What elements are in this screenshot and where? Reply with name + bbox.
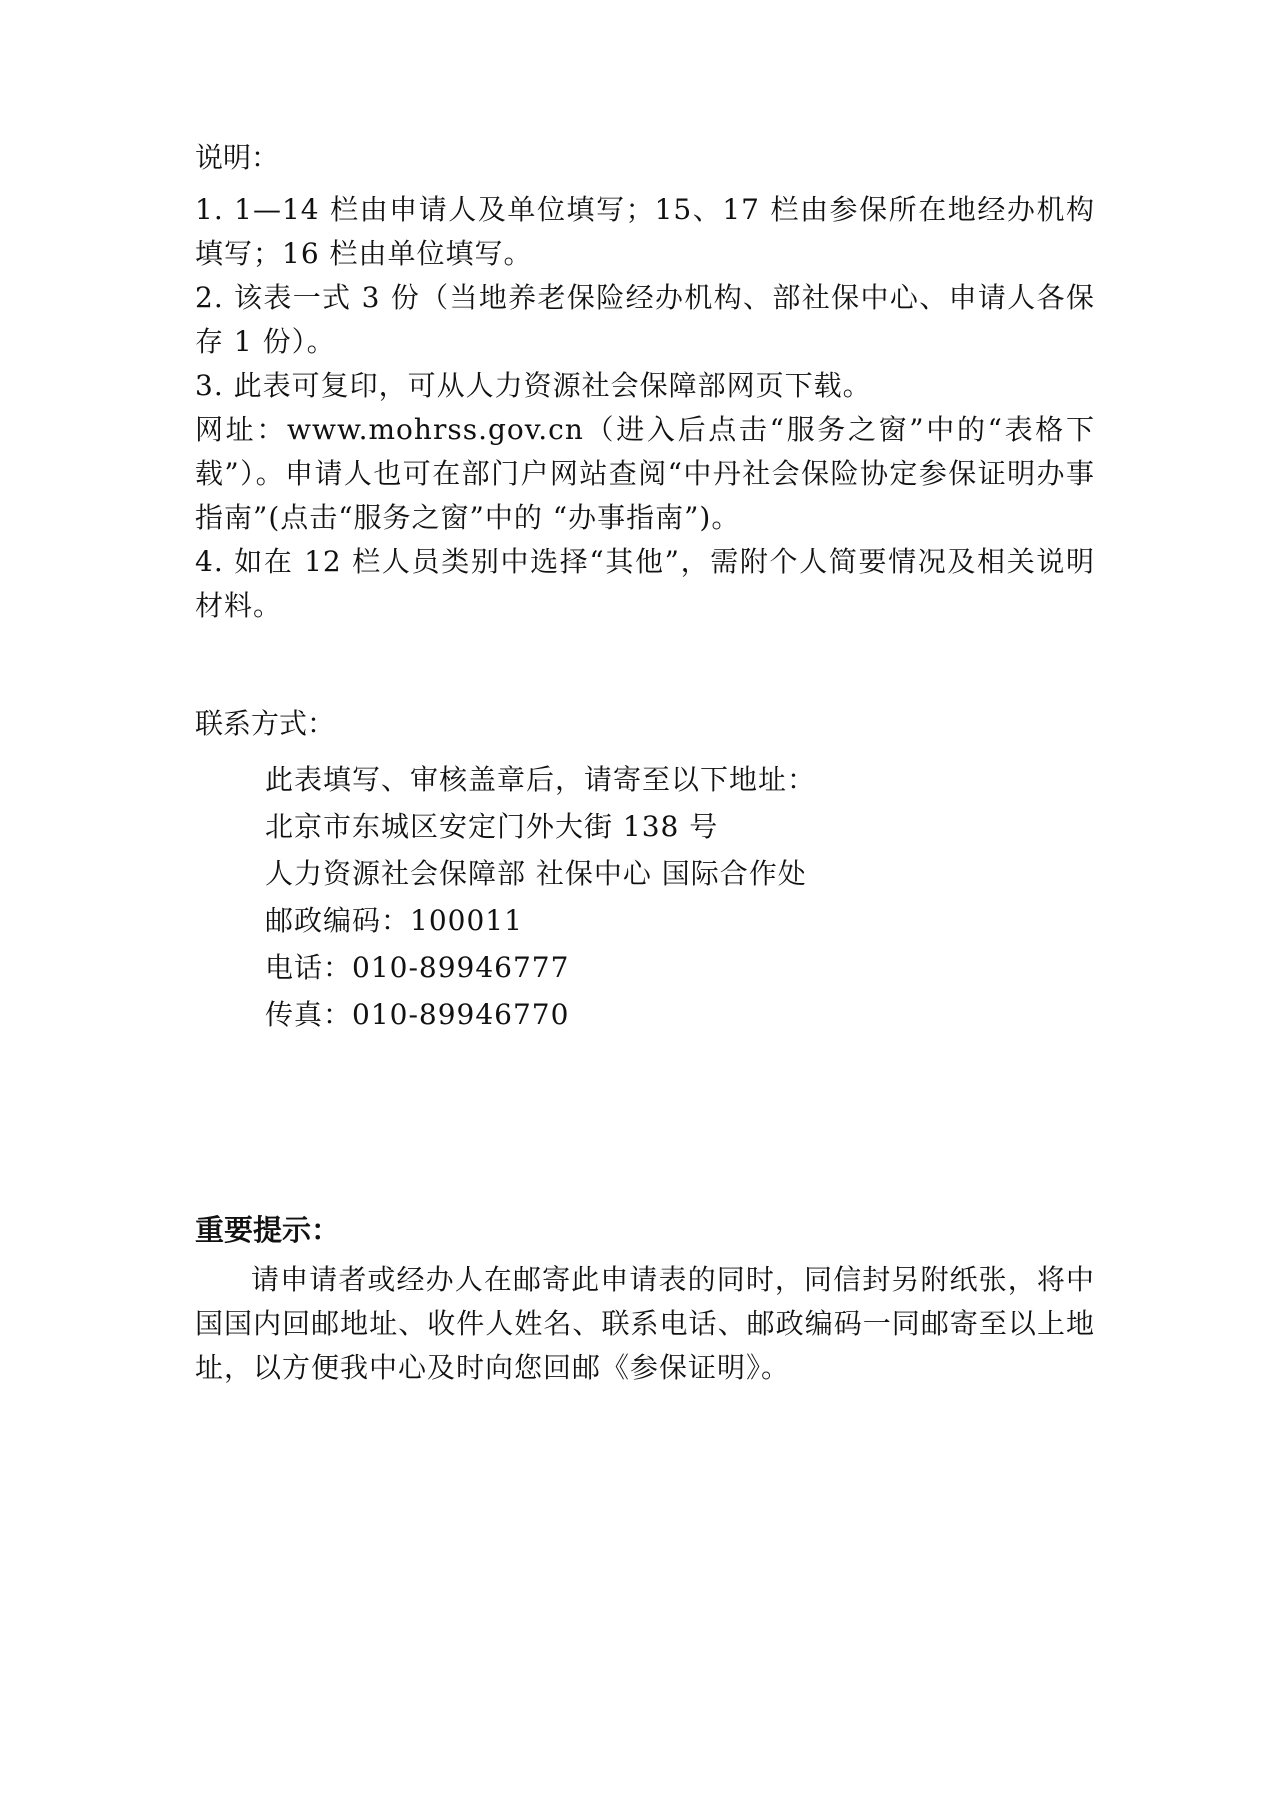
notice-body: 请申请者或经办人在邮寄此申请表的同时，同信封另附纸张，将中国国内回邮地址、收件人姓名、联系电话、邮政编码一同邮寄至以上地址，以方便我中心及时向您回邮《参保证明》。 <box>195 1263 1095 1384</box>
contact-postcode: 邮政编码：100011 <box>265 904 523 937</box>
note-item-4: 4. 如在 12 栏人员类别中选择“其他”，需附个人简要情况及相关说明材料。 <box>195 545 1095 622</box>
contact-fax: 传真：010-89946770 <box>265 998 570 1031</box>
contact-department: 人力资源社会保障部 社保中心 国际合作处 <box>265 857 807 890</box>
contact-section <box>195 702 1095 1038</box>
contact-address: 北京市东城区安定门外大街 138 号 <box>265 810 719 843</box>
notice-heading: 重要提示： <box>195 1213 341 1247</box>
important-notice-section <box>195 1208 1095 1390</box>
note-item-2: 2. 该表一式 3 份（当地养老保险经办机构、部社保中心、申请人各保存 1 份）。 <box>195 281 1095 358</box>
note-item-3: 3. 此表可复印，可从人力资源社会保障部网页下载。 <box>195 369 872 402</box>
notes-section <box>195 136 1095 628</box>
contact-phone: 电话：010-89946777 <box>265 951 570 984</box>
notes-heading: 说明： <box>195 141 280 174</box>
note-item-1: 1. 1—14 栏由申请人及单位填写；15、17 栏由参保所在地经办机构填写；16 栏由单位填写。 <box>195 193 1095 270</box>
contact-instruction: 此表填写、审核盖章后，请寄至以下地址： <box>265 763 817 796</box>
contact-lines <box>195 756 1095 1038</box>
contact-heading: 联系方式： <box>195 707 336 740</box>
note-item-website: 网址：www.mohrss.gov.cn（进入后点击“服务之窗”中的“表格下载”）。申请人也可在部门户网站查阅“中丹社会保险协定参保证明办事指南”(点击“服务之窗”中的 “办事指南”)。 <box>195 413 1095 534</box>
